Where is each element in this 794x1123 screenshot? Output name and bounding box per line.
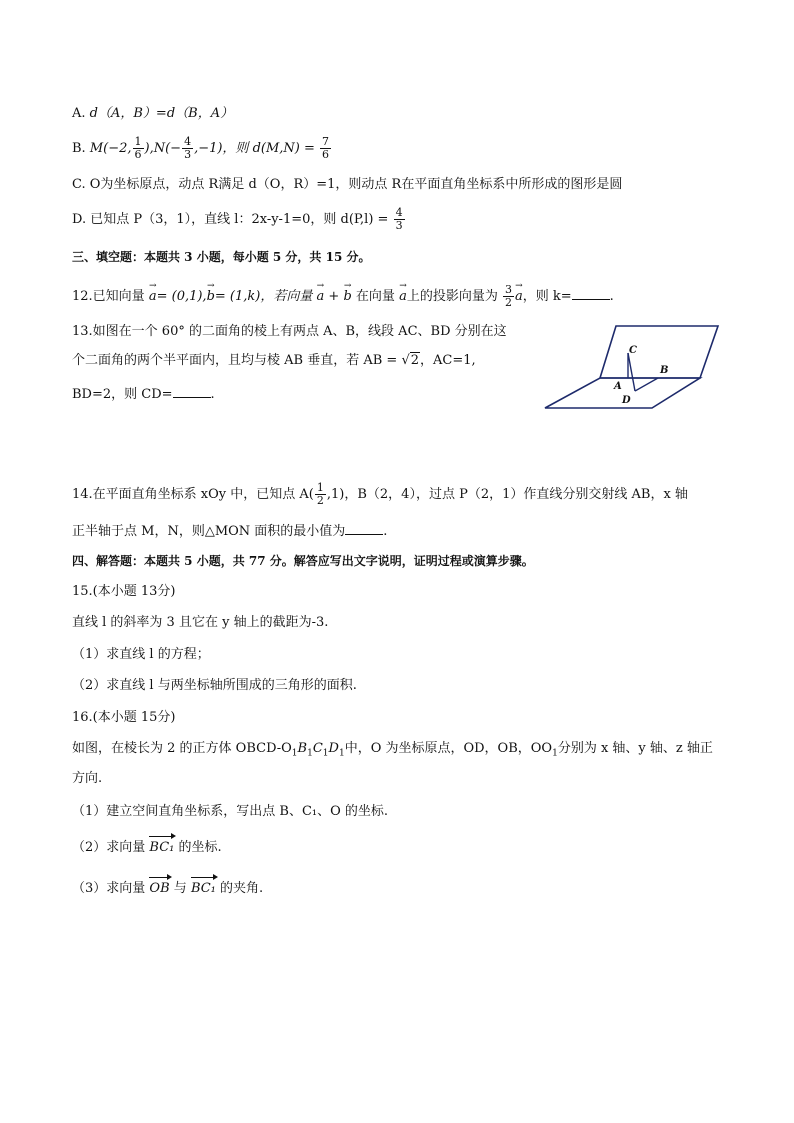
- q12-proj: 上的投影向量为: [406, 289, 498, 304]
- fraction-3-2: $\frac{3}{2}$: [505, 283, 512, 309]
- q13-line-1: 13.如图在一个 60° 的二面角的棱上有两点 A、B，线段 AC、BD 分别在这: [72, 324, 507, 339]
- fraction-answer: $\frac{7}{6}$: [322, 135, 330, 161]
- answer-blank-13[interactable]: [173, 383, 211, 398]
- q14-line-1: 14.在平面直角坐标系 xOy 中，已知点 A( $\frac{1}{2}$ ,1)，B（2，4），过点 P（2，1）作直线分别交射线 AB，x 轴: [72, 481, 688, 507]
- dihedral-angle-figure: [542, 323, 722, 413]
- q15-stem: 直线 l 的斜率为 3 且它在 y 轴上的截距为-3.: [72, 615, 329, 630]
- fraction-1-2: $\frac{1}{2}$: [316, 481, 324, 507]
- label-c: C: [629, 345, 637, 356]
- segment-bd: [635, 378, 658, 391]
- vector-a: → a: [399, 287, 407, 307]
- q15-part-2: （2）求直线 l 与两坐标轴所围成的三角形的面积.: [72, 678, 357, 693]
- answer-blank-14[interactable]: [345, 520, 383, 535]
- q16-part-3: （3）求向量 OB 与 BC₁ 的夹角.: [72, 877, 263, 899]
- option-b: [72, 136, 332, 161]
- vector-ob: OB: [149, 877, 169, 899]
- option-c-text: O为坐标原点，动点 R满足 d（O，R）=1，则动点 R在平面直角坐标系中所形成的图形是圆: [89, 177, 623, 192]
- option-b-n: ),N(−: [144, 141, 182, 156]
- q12-pre: 12.已知向量: [72, 289, 145, 304]
- q14-line-2: 正半轴于点 M，N，则△MON 面积的最小值为 .: [72, 520, 387, 542]
- option-b-label: B.: [72, 141, 86, 156]
- q16-stem-1: 如图，在棱长为 2 的正方体 OBCD-$O_1B_1C_1D_1$中，O 为坐标原点，OD，OB，$OO_1$分别为 x 轴、y 轴、z 轴正: [72, 741, 713, 759]
- upper-plane: [600, 326, 718, 378]
- q16-stem-2: 方向.: [72, 771, 103, 786]
- q12-plus: +: [328, 289, 340, 304]
- label-a: A: [614, 381, 622, 392]
- q13-line-3: BD=2，则 CD= .: [72, 383, 215, 405]
- option-c: [72, 175, 622, 195]
- fraction-n: $\frac{4}{3}$: [184, 135, 192, 161]
- q13-line-2: 个二面角的两个半平面内，且均与棱 AB 垂直，若 AB = √2，AC=1,: [72, 351, 476, 371]
- q16-part-2: （2）求向量 BC₁ 的坐标.: [72, 836, 222, 858]
- fraction-d: $\frac{4}{3}$: [395, 206, 403, 232]
- label-d: D: [622, 395, 631, 406]
- question-12: 12.已知向量 → a= (0,1),→ b= (1,k)，若向量 → a + → b 在向量 → a上的投影向量为 $\frac{3}{2}$ → a，则 k= .: [72, 284, 614, 309]
- option-d-label: D.: [72, 212, 87, 227]
- option-d-text: 已知点 P（3，1），直线 l：2x-y-1=0，则 d(P,l) =: [90, 212, 389, 227]
- q16-part-1: （1）建立空间直角坐标系，写出点 B、C₁、O 的坐标.: [72, 804, 389, 819]
- section-3-heading: 三、填空题：本题共 3 小题，每小题 5 分，共 15 分。: [72, 250, 371, 264]
- option-b-end: ,−1)，则 d(M,N) =: [194, 141, 315, 156]
- fraction-m: $\frac{1}{6}$: [134, 135, 142, 161]
- q12-post: ，则 k=: [522, 289, 572, 304]
- option-a-label: A.: [72, 106, 86, 121]
- option-b-m: M(−2,: [89, 141, 132, 156]
- option-a: [72, 104, 233, 124]
- label-b: B: [660, 365, 669, 376]
- vector-a: → a: [149, 287, 157, 307]
- q16-title: 16.(本小题 15分): [72, 710, 176, 725]
- q12-mid: 在向量: [355, 289, 395, 304]
- answer-blank-12[interactable]: [572, 285, 610, 300]
- q12-a-eq: = (0,1),: [156, 289, 207, 304]
- vector-bc1: BC₁: [191, 877, 216, 899]
- q15-part-1: （1）求直线 l 的方程；: [72, 647, 210, 662]
- vector-b: → b: [343, 287, 351, 307]
- option-a-text: d（A，B）=d（B，A）: [89, 106, 234, 121]
- vector-a: → a: [317, 287, 325, 307]
- option-c-label: C.: [72, 177, 86, 192]
- segment-cd: [628, 353, 635, 391]
- section-4-heading: 四、解答题：本题共 5 小题，共 77 分。解答应写出文字说明，证明过程或演算步骤。: [72, 554, 534, 568]
- q15-title: 15.(本小题 13分): [72, 584, 176, 599]
- vector-a: → a: [515, 287, 523, 307]
- sqrt-2: √2: [401, 353, 420, 368]
- q12-b-eq: = (1,k)，若向量: [214, 289, 313, 304]
- option-d: [72, 207, 406, 232]
- vector-b: → b: [207, 287, 215, 307]
- vector-bc1: BC₁: [149, 836, 174, 858]
